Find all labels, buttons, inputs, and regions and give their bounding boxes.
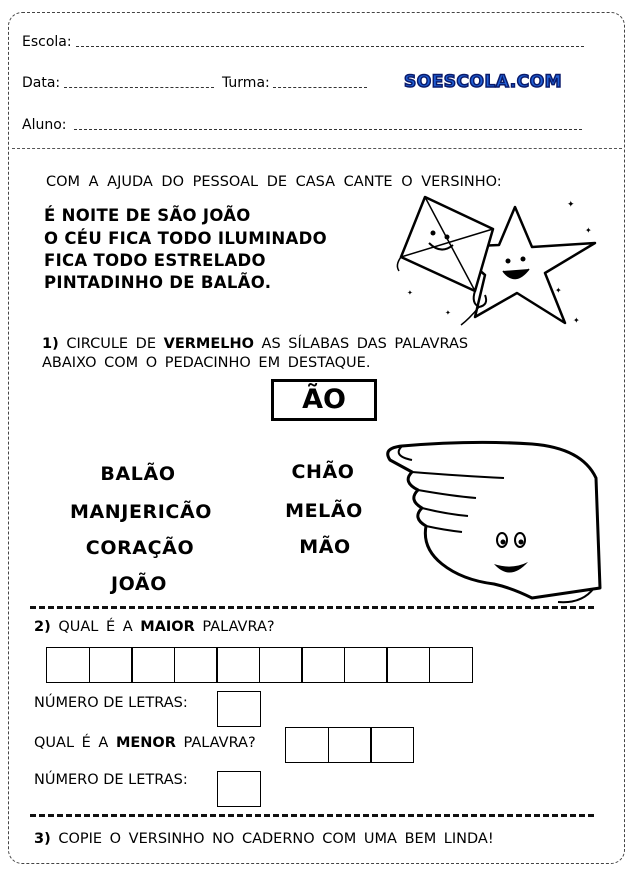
class-line[interactable] <box>273 87 367 88</box>
letter-count-label-1: NÚMERO DE LETRAS: <box>34 695 188 711</box>
letter-box[interactable] <box>386 647 430 683</box>
header-divider <box>12 148 622 149</box>
question-1-line-2: ABAIXO COM O PEDACINHO EM DESTAQUE. <box>42 355 371 371</box>
question-1-text-before: CIRCULE DE <box>66 336 156 352</box>
syllable-box: ÃO <box>271 379 377 421</box>
word-mao[interactable]: MÃO <box>299 536 351 558</box>
letter-count-box-1[interactable] <box>217 691 261 727</box>
question-1-text-after: AS SÍLABAS DAS PALAVRAS <box>261 336 469 352</box>
minor-highlight: MENOR <box>115 735 176 751</box>
question-2-text-after: PALAVRA? <box>202 619 275 635</box>
svg-text:✦: ✦ <box>555 286 562 295</box>
letter-box[interactable] <box>46 647 90 683</box>
question-3-text: COPIE O VERSINHO NO CADERNO COM UMA BEM LINDA! <box>58 831 494 847</box>
word-coracao[interactable]: CORAÇÃO <box>85 537 195 559</box>
verse-line-1: É NOITE DE SÃO JOÃO <box>44 206 251 225</box>
letter-count-label-2: NÚMERO DE LETRAS: <box>34 772 188 788</box>
svg-text:✦: ✦ <box>407 289 413 297</box>
word-chao[interactable]: CHÃO <box>291 461 355 483</box>
minor-text-after: PALAVRA? <box>183 735 256 751</box>
svg-text:✦: ✦ <box>445 309 451 317</box>
letter-box[interactable] <box>89 647 133 683</box>
question-3 <box>34 831 494 847</box>
svg-text:✦: ✦ <box>573 316 580 325</box>
word-balao[interactable]: BALÃO <box>100 463 176 485</box>
letter-box[interactable] <box>174 647 218 683</box>
major-word-boxes <box>46 647 471 683</box>
minor-text-before: QUAL É A <box>34 735 109 751</box>
letter-box[interactable] <box>370 727 414 763</box>
student-line[interactable] <box>74 129 582 130</box>
question-2-text-before: QUAL É A <box>58 619 133 635</box>
word-manjericao[interactable]: MANJERICÃO <box>69 501 213 523</box>
verse-line-4: PINTADINHO DE BALÃO. <box>44 273 272 292</box>
school-label: Escola: <box>22 34 72 50</box>
school-line[interactable] <box>76 46 584 47</box>
kite-and-star-illustration <box>395 195 605 330</box>
letter-box[interactable] <box>344 647 388 683</box>
letter-box[interactable] <box>328 727 372 763</box>
date-label: Data: <box>22 75 61 91</box>
intro-text: COM A AJUDA DO PESSOAL DE CASA CANTE O VERSINHO: <box>46 174 502 190</box>
question-2-number: 2) <box>34 619 51 635</box>
section-divider-1 <box>30 606 594 609</box>
word-joao[interactable]: JOÃO <box>111 573 167 595</box>
letter-box[interactable] <box>301 647 345 683</box>
question-1-number: 1) <box>42 336 59 352</box>
letter-box[interactable] <box>131 647 175 683</box>
pointing-hand-illustration <box>382 438 604 606</box>
student-label: Aluno: <box>22 117 67 133</box>
letter-count-box-2[interactable] <box>217 771 261 807</box>
verse-line-2: O CÉU FICA TODO ILUMINADO <box>44 229 327 248</box>
minor-word-boxes <box>285 727 413 763</box>
verse-line-3: FICA TODO ESTRELADO <box>44 251 266 270</box>
question-2-highlight: MAIOR <box>140 619 195 635</box>
section-divider-2 <box>30 814 594 817</box>
letter-box[interactable] <box>285 727 329 763</box>
letter-box[interactable] <box>429 647 473 683</box>
soescola-logo: SOESCOLA.COM <box>404 72 563 92</box>
class-label: Turma: <box>222 75 270 91</box>
question-1-highlight: VERMELHO <box>163 336 254 352</box>
svg-text:✦: ✦ <box>567 200 575 210</box>
minor-word-question <box>34 735 256 751</box>
question-1 <box>42 336 468 352</box>
question-2 <box>34 619 275 635</box>
svg-text:✦: ✦ <box>585 226 592 235</box>
date-line[interactable] <box>64 87 214 88</box>
letter-box[interactable] <box>216 647 260 683</box>
word-melao[interactable]: MELÃO <box>285 500 363 522</box>
letter-box[interactable] <box>259 647 303 683</box>
question-3-number: 3) <box>34 831 51 847</box>
